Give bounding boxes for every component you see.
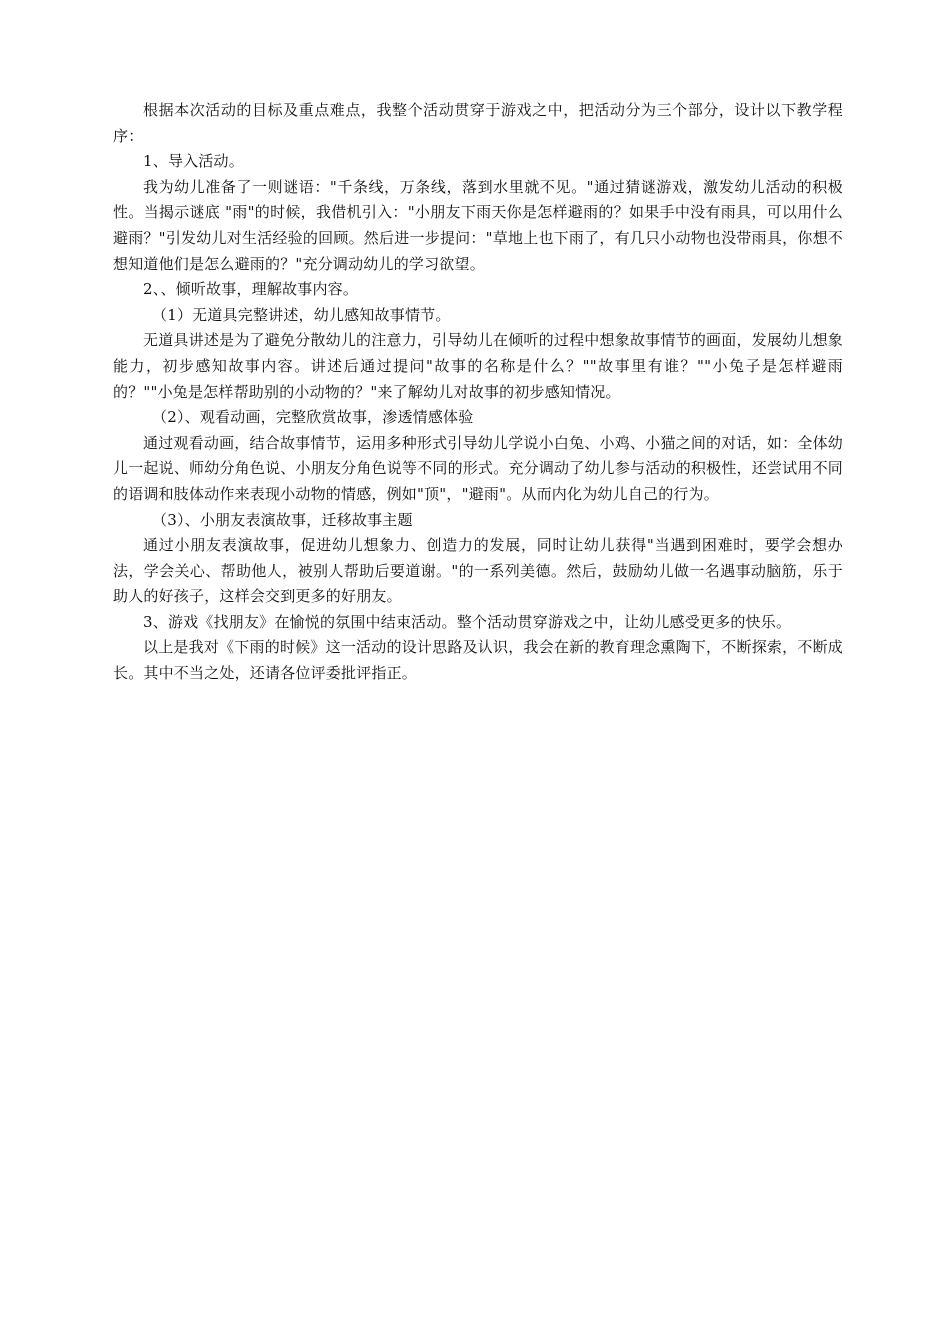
subsection-heading-2-2: （2）、观看动画，完整欣赏故事，渗透情感体验 xyxy=(152,408,474,427)
closing-paragraph: 以上是我对《下雨的时候》这一活动的设计思路及认识，我会在新的教育理念熏陶下，不断探索，不断成长。其中不当之处，还请各位评委批评指正。 xyxy=(113,638,843,683)
intro-paragraph: 根据本次活动的目标及重点难点，我整个活动贯穿于游戏之中，把活动分为三个部分，设计以下教学程序： xyxy=(113,101,843,145)
section-heading-1: 1、导入活动。 xyxy=(143,152,244,171)
section-heading-2: 2、、倾听故事，理解故事内容。 xyxy=(143,280,359,299)
section-1-paragraph: 我为幼儿准备了一则谜语："千条线，万条线，落到水里就不见。"通过猜谜游戏，激发幼儿活动的积极性。当揭示谜底 "雨"的时候，我借机引入："小朋友下雨天你是怎样避雨的？如果手中没有雨具，可以用什么避雨？"引发幼儿对生活经验的回顾。然后进一步提问："草地上也下雨了，有几只小动物也没带雨具，你想不想知道他们是怎么避雨的？"充分调动幼儿的学习欲望。 xyxy=(113,177,843,273)
subsection-heading-2-1: （1）无道具完整讲述，幼儿感知故事情节。 xyxy=(152,305,451,324)
section-3-paragraph: 3、游戏《找朋友》在愉悦的氛围中结束活动。整个活动贯穿游戏之中，让幼儿感受更多的快乐。 xyxy=(143,612,792,631)
subsection-heading-2-3: （3）、小朋友表演故事，迁移故事主题 xyxy=(152,510,413,529)
subsection-2-1-paragraph: 无道具讲述是为了避免分散幼儿的注意力，引导幼儿在倾听的过程中想象故事情节的画面，发展幼儿想象能力，初步感知故事内容。讲述后通过提问"故事的名称是什么？""故事里有谁？""小兔子是怎样避雨的？""小兔是怎样帮助别的小动物的？"来了解幼儿对故事的初步感知情况。 xyxy=(113,331,843,401)
subsection-2-2-paragraph: 通过观看动画，结合故事情节，运用多种形式引导幼儿学说小白兔、小鸡、小猫之间的对话，如：全体幼儿一起说、师幼分角色说、小朋友分角色说等不同的形式。充分调动了幼儿参与活动的积极性，还尝试用不同的语调和肢体动作来表现小动物的情感，例如"顶"，"避雨"。从而内化为幼儿自己的行为。 xyxy=(113,433,843,503)
document-page xyxy=(113,98,843,687)
subsection-2-3-paragraph: 通过小朋友表演故事，促进幼儿想象力、创造力的发展，同时让幼儿获得"当遇到困难时，要学会想办法，学会关心、帮助他人，被别人帮助后要道谢。"的一系列美德。然后，鼓励幼儿做一名遇事动脑筋，乐于助人的好孩子，这样会交到更多的好朋友。 xyxy=(113,536,843,606)
